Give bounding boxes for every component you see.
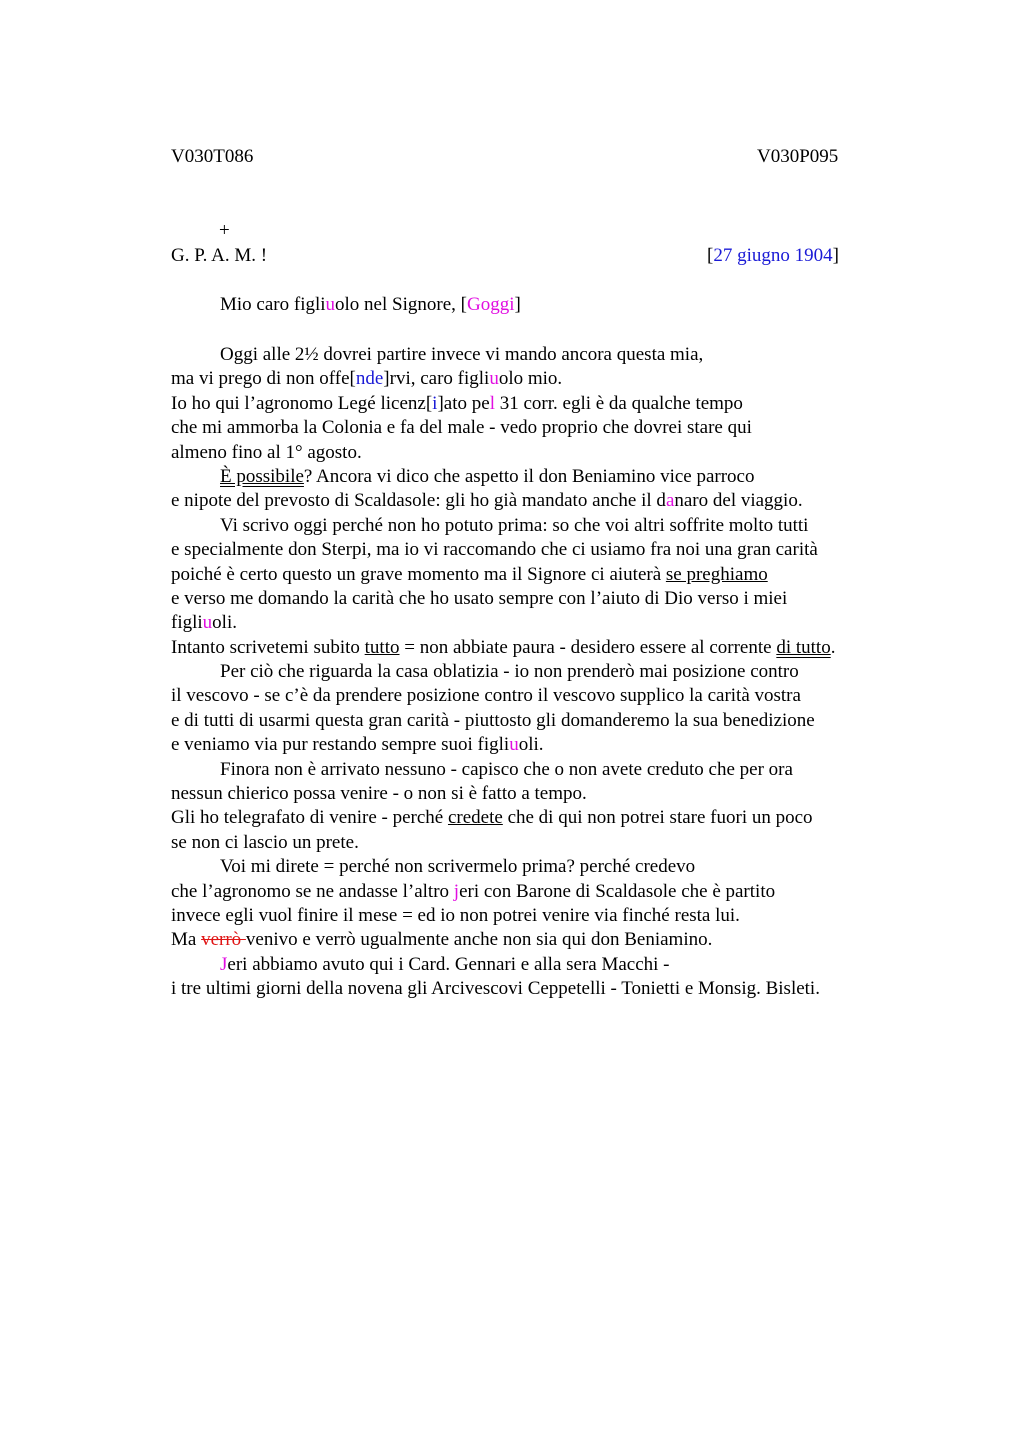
text-line: Vi scrivo oggi perché non ho potuto prima: so che voi altri soffrite molto tutti [220, 514, 809, 536]
text-line: invece egli vuol finire il mese = ed io non potrei venire via finché resta lui. [171, 904, 740, 926]
text-line: Oggi alle 2½ dovrei partire invece vi mando ancora questa mia, [220, 344, 704, 365]
letter-date: [27 giugno 1904] [707, 245, 839, 266]
document-code-right: V030P095 [757, 146, 839, 167]
text-line: poiché è certo questo un grave momento ma il Signore ci aiuterà se preghiamo [171, 563, 768, 585]
text-line: È possibile? Ancora vi dico che aspetto il don Beniamino vice parroco [220, 465, 755, 487]
text-line: Per ciò che riguarda la casa oblatizia - io non prenderò mai posizione contro [220, 661, 799, 683]
text-line: e specialmente don Sterpi, ma io vi raccomando che ci usiamo fra noi una gran carità [171, 539, 818, 561]
text-line: Gli ho telegrafato di venire - perché credete che di qui non potrei stare fuori un poco [171, 807, 813, 829]
text-line: e verso me domando la carità che ho usato sempre con l’aiuto di Dio verso i miei [171, 587, 788, 609]
text-line: Finora non è arrivato nessuno - capisco che o non avete creduto che per ora [220, 758, 793, 780]
text-line: che l’agronomo se ne andasse l’altro jeri con Barone di Scaldasole che è partito [171, 880, 776, 902]
text-line: Voi mi direte = perché non scrivermelo prima? perché credevo [220, 856, 696, 878]
text-line: Io ho qui l’agronomo Legé licenz[i]ato pel 31 corr. egli è da qualche tempo [171, 392, 743, 414]
text-line: se non ci lascio un prete. [171, 831, 359, 853]
text-line: nessun chierico possa venire - o non si è fatto a tempo. [171, 783, 587, 805]
salutation: Mio caro figliuolo nel Signore, [Goggi] [220, 294, 521, 315]
text-line: che mi ammorba la Colonia e fa del male - vedo proprio che dovrei stare qui [171, 417, 752, 439]
text-line: e di tutti di usarmi questa gran carità - piuttosto gli domanderemo la sua benedizione [171, 709, 815, 731]
recipient-name: Goggi [466, 294, 515, 315]
text-line: e nipote del prevosto di Scaldasole: gli ho già mandato anche il danaro del viaggio. [171, 490, 803, 512]
cross-symbol: + [219, 220, 230, 241]
text-line: e veniamo via pur restando sempre suoi figliuoli. [171, 734, 544, 756]
text-line: almeno fino al 1° agosto. [171, 441, 362, 463]
text-line: figliuoli. [171, 612, 237, 634]
motto: G. P. A. M. ! [171, 245, 268, 266]
text-line: i tre ultimi giorni della novena gli Arcivescovi Ceppetelli - Tonietti e Monsig. Bisleti. [171, 978, 820, 1000]
date-text: 27 giugno 1904 [713, 245, 833, 266]
text-line: il vescovo - se c’è da prendere posizione contro il vescovo supplico la carità vostra [171, 685, 801, 707]
text-line: Jeri abbiamo avuto qui i Card. Gennari e alla sera Macchi - [220, 953, 670, 975]
document-code-left: V030T086 [171, 146, 254, 167]
deleted-word: verrò [201, 929, 246, 951]
text-line: Ma verrò venivo e verrò ugualmente anche non sia qui don Beniamino. [171, 929, 713, 951]
letter-body [171, 343, 931, 1002]
text-line: ma vi prego di non offe[nde]rvi, caro figliuolo mio. [171, 368, 563, 390]
text-line: Intanto scrivetemi subito tutto = non abbiate paura - desidero essere al corrente di tutto. [171, 636, 836, 658]
